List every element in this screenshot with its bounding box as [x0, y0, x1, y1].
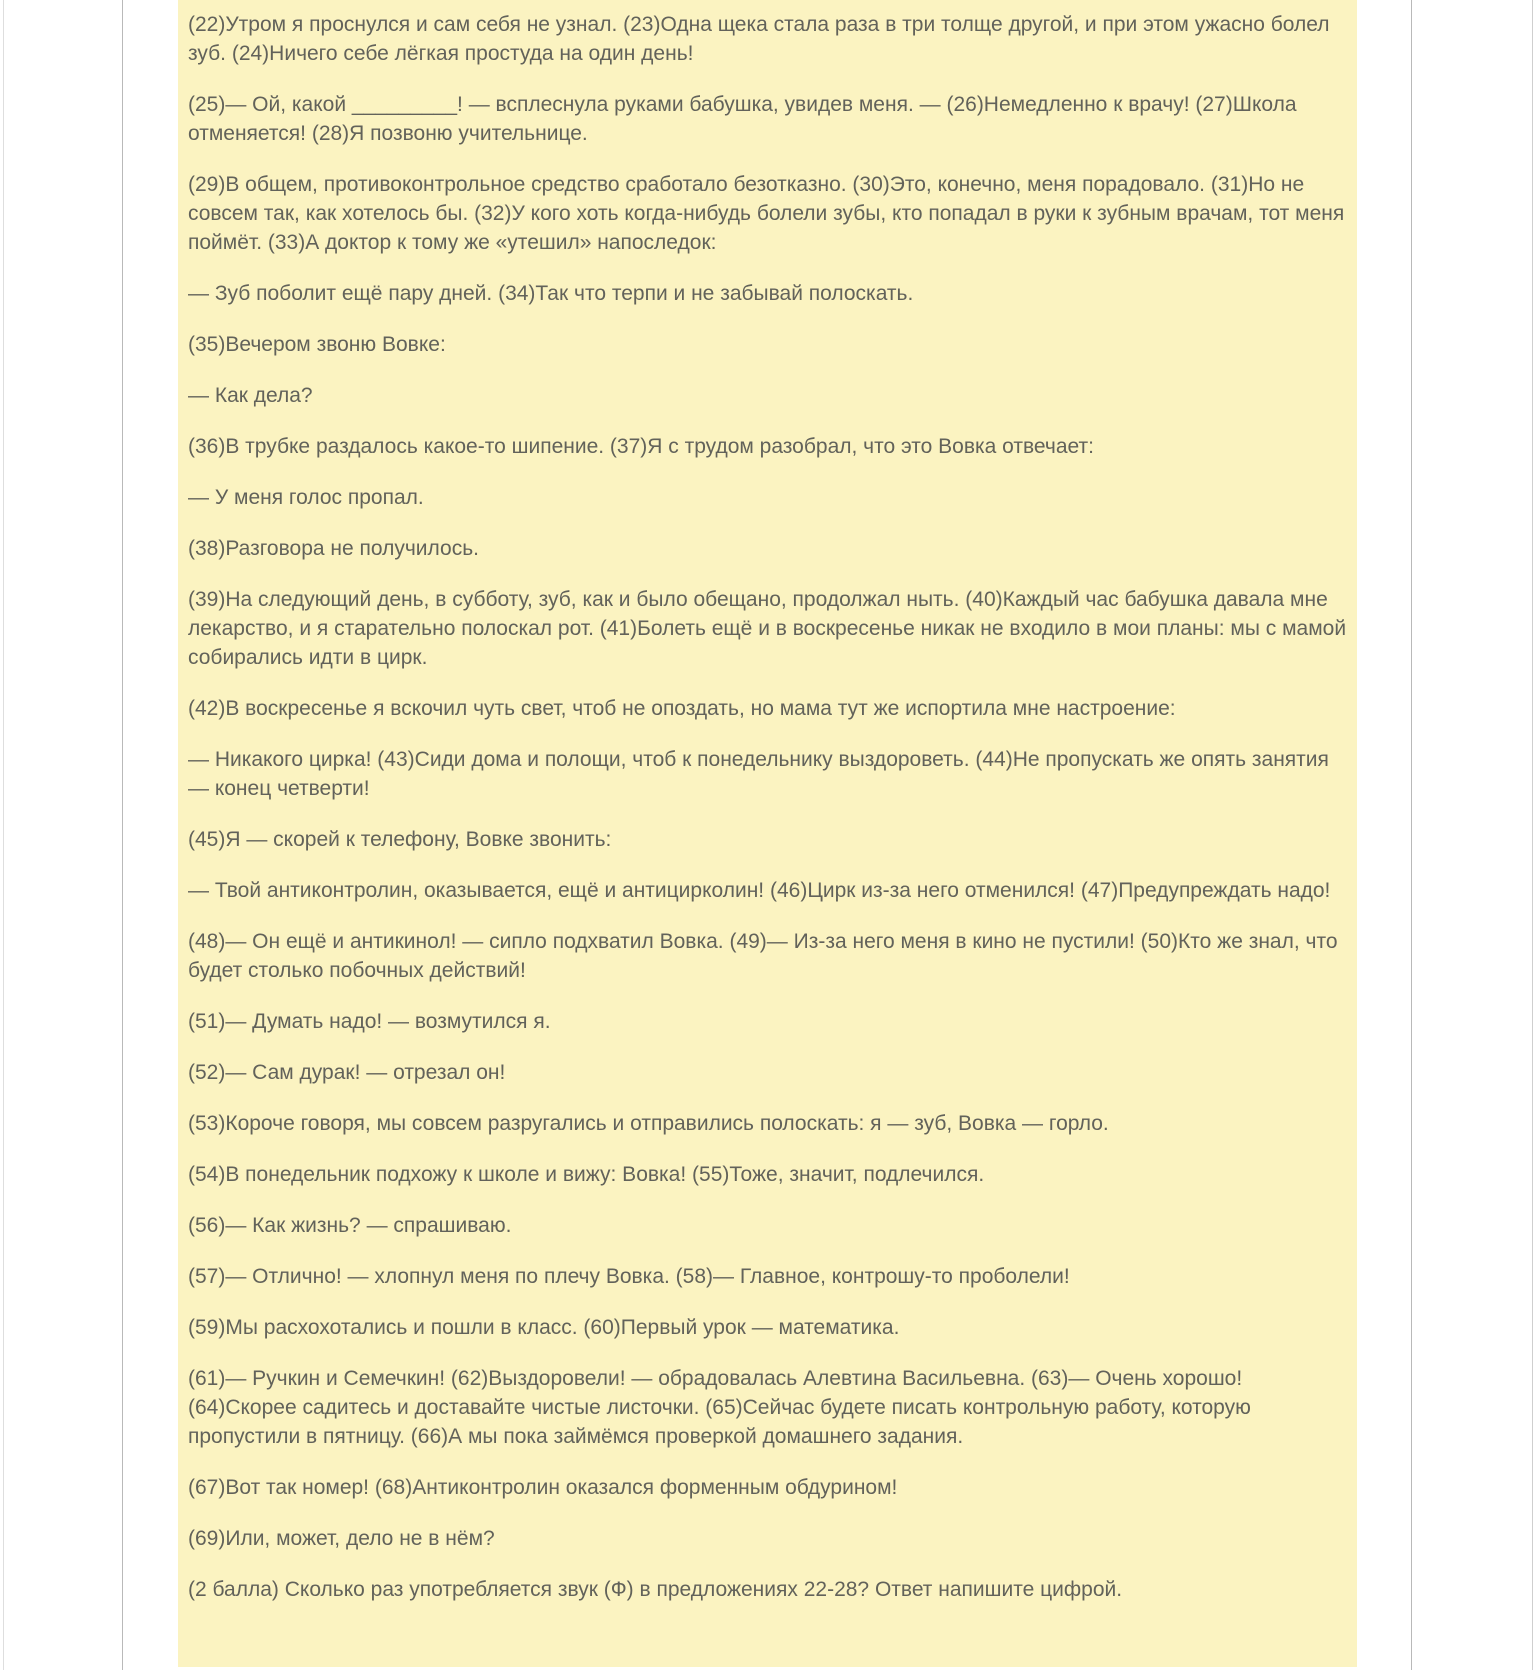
- story-paragraph: (42)В воскресенье я вскочил чуть свет, чтоб не опоздать, но мама тут же испортила мне настроение:: [188, 697, 1176, 720]
- story-paragraph: (39)На следующий день, в субботу, зуб, как и было обещано, продолжал ныть. (40)Каждый час бабушка давала мне лекарство, и я старательно полоскал рот. (41)Болеть ещё и в воскресенье никак не входило в мои планы: мы с мамой собирались идти в цирк.: [188, 588, 1347, 669]
- story-paragraph: (67)Вот так номер! (68)Антиконтролин оказался форменным обдурином!: [188, 1476, 898, 1499]
- story-paragraph: (38)Разговора не получилось.: [188, 537, 479, 560]
- table-border-left: [122, 0, 123, 1670]
- story-paragraph: — Никакого цирка! (43)Сиди дома и полощи, чтоб к понедельнику выздороветь. (44)Не пропускать же опять занятия — конец четверти!: [188, 748, 1329, 800]
- story-paragraph: (22)Утром я проснулся и сам себя не узнал. (23)Одна щека стала раза в три толще другой, и при этом ужасно болел зуб. (24)Ничего себе лёгкая простуда на один день!: [188, 13, 1330, 65]
- question-text-panel: [178, 0, 1357, 1667]
- story-paragraph: (25)— Ой, какой _________! — всплеснула руками бабушка, увидев меня. — (26)Немедленно к врачу! (27)Школа отменяется! (28)Я позвоню учительнице.: [188, 93, 1297, 145]
- story-paragraph: — Твой антиконтролин, оказывается, ещё и антицирколин! (46)Цирк из-за него отменился! (47)Предупреждать надо!: [188, 879, 1331, 902]
- table-border-right: [1411, 0, 1412, 1670]
- story-paragraph: (52)— Сам дурак! — отрезал он!: [188, 1061, 506, 1084]
- story-paragraph: (53)Короче говоря, мы совсем разругались и отправились полоскать: я — зуб, Вовка — горло.: [188, 1112, 1109, 1135]
- story-paragraph: — У меня голос пропал.: [188, 486, 424, 509]
- story-paragraph: (48)— Он ещё и антикинол! — сипло подхватил Вовка. (49)— Из-за него меня в кино не пустили! (50)Кто же знал, что будет столько побочных действий!: [188, 930, 1338, 982]
- story-paragraph: (56)— Как жизнь? — спрашиваю.: [188, 1214, 512, 1237]
- story-paragraph: — Зуб поболит ещё пару дней. (34)Так что терпи и не забывай полоскать.: [188, 282, 914, 305]
- page-border-outer-left: [3, 0, 4, 1670]
- story-paragraph: (36)В трубке раздалось какое-то шипение. (37)Я с трудом разобрал, что это Вовка отвечает:: [188, 435, 1094, 458]
- story-paragraph: (45)Я — скорей к телефону, Вовке звонить:: [188, 828, 612, 851]
- story-paragraph: — Как дела?: [188, 384, 313, 407]
- story-paragraph: (54)В понедельник подхожу к школе и вижу: Вовка! (55)Тоже, значит, подлечился.: [188, 1163, 985, 1186]
- story-paragraph: (29)В общем, противоконтрольное средство сработало безотказно. (30)Это, конечно, меня порадовало. (31)Но не совсем так, как хотелось бы. (32)У кого хоть когда-нибудь болели зубы, кто попадал в руки к зубным врачам, тот меня поймёт. (33)А доктор к тому же «утешил» напоследок:: [188, 173, 1345, 254]
- story-paragraph: (69)Или, может, дело не в нём?: [188, 1527, 495, 1550]
- story-paragraph: (51)— Думать надо! — возмутился я.: [188, 1010, 551, 1033]
- page-border-outer-right: [1532, 0, 1533, 1670]
- story-paragraph: (59)Мы расхохотались и пошли в класс. (60)Первый урок — математика.: [188, 1316, 900, 1339]
- question-prompt: (2 балла) Сколько раз употребляется звук (Ф) в предложениях 22-28? Ответ напишите цифрой.: [188, 1578, 1123, 1601]
- story-paragraph: (61)— Ручкин и Семечкин! (62)Выздоровели! — обрадовалась Алевтина Васильевна. (63)— Очень хорошо! (64)Скорее садитесь и доставайте чистые листочки. (65)Сейчас будете писать контрольную работу, которую пропустили в пятницу. (66)А мы пока займёмся проверкой домашнего задания.: [188, 1367, 1251, 1448]
- story-paragraph: (57)— Отлично! — хлопнул меня по плечу Вовка. (58)— Главное, контрошу-то проболели!: [188, 1265, 1070, 1288]
- story-paragraph: (35)Вечером звоню Вовке:: [188, 333, 446, 356]
